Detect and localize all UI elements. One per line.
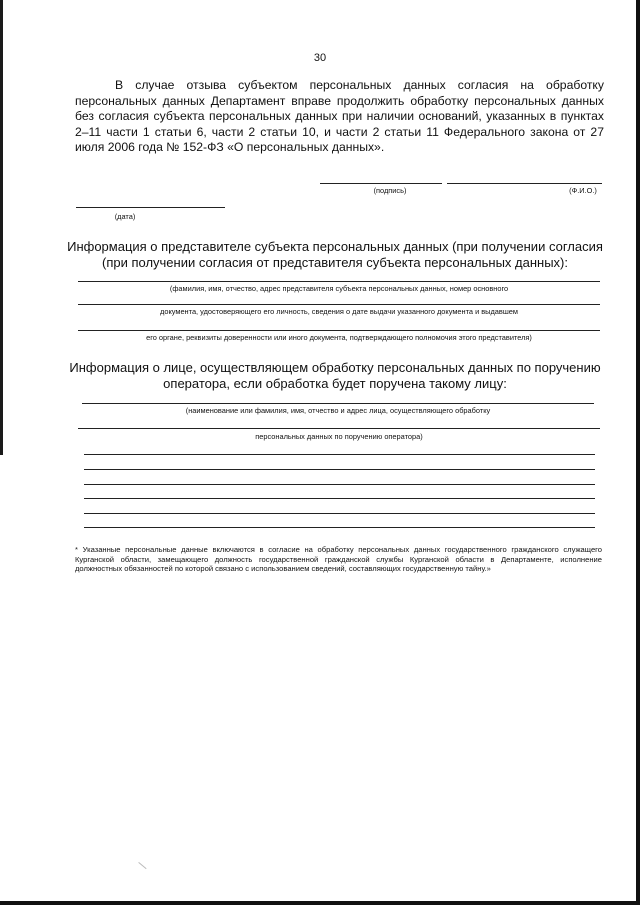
revocation-paragraph: В случае отзыва субъектом персональных данных согласия на обработку персональных данных Департамент вправе продолжить обработку персональных данных без согласия субъекта персональных данных при наличии оснований, указанных в пунктах 2–11 части 1 статьи 6, части 2 статьи 10, и части 2 статьи 11 Федерального закона от 27 июля 2006 года № 152-ФЗ «О персональных данных». (75, 78, 604, 155)
blank-line (84, 527, 595, 528)
scan-mark (138, 856, 151, 869)
blank-line (84, 454, 595, 455)
blank-line (84, 513, 595, 514)
fio-line (447, 183, 602, 184)
representative-line-2 (78, 304, 600, 305)
representative-caption-3: его органе, реквизиты доверенности или иного документа, подтверждающего полномочия этого представителя) (146, 333, 532, 342)
operator-heading: Информация о лице, осуществляющем обработку персональных данных по поручению оператора, если обработка будет поручена такому лицу: (69, 360, 601, 391)
representative-line-1 (78, 281, 600, 282)
signature-line (320, 183, 442, 184)
operator-line-1 (82, 403, 594, 404)
blank-line (84, 498, 595, 499)
date-caption: (дата) (114, 212, 136, 221)
blank-line (84, 469, 595, 470)
scan-edge-right (636, 0, 640, 905)
signature-caption: (подпись) (373, 186, 407, 195)
operator-caption-1: (наименование или фамилия, имя, отчество и адрес лица, осуществляющего обработку (185, 406, 491, 415)
representative-caption-2: документа, удостоверяющего его личность, сведения о дате выдачи указанного документа и выдавшем (160, 307, 518, 316)
fio-caption: (Ф.И.О.) (569, 186, 597, 195)
scan-edge-bottom (0, 901, 640, 905)
blank-line (84, 484, 595, 485)
operator-caption-2: персональных данных по поручению оператора) (255, 432, 423, 441)
scan-edge-left (0, 0, 3, 455)
page-number: 30 (313, 52, 327, 64)
footnote: * Указанные персональные данные включаются в согласие на обработку персональных данных государственного гражданского служащего Курганской области, замещающего должность государственной гражданской службы Курганской области в Департаменте, исполнение должностных обязанностей по которой связано с использованием сведений, составляющих государственную тайну.» (75, 545, 602, 574)
representative-heading: Информация о представителе субъекта персональных данных (при получении согласия (при получении согласия от представителя субъекта персональных данных): (67, 239, 603, 270)
representative-caption-1: (фамилия, имя, отчество, адрес представителя субъекта персональных данных, номер основного (169, 284, 509, 293)
representative-line-3 (78, 330, 600, 331)
date-line (76, 207, 225, 208)
operator-line-2 (78, 428, 600, 429)
